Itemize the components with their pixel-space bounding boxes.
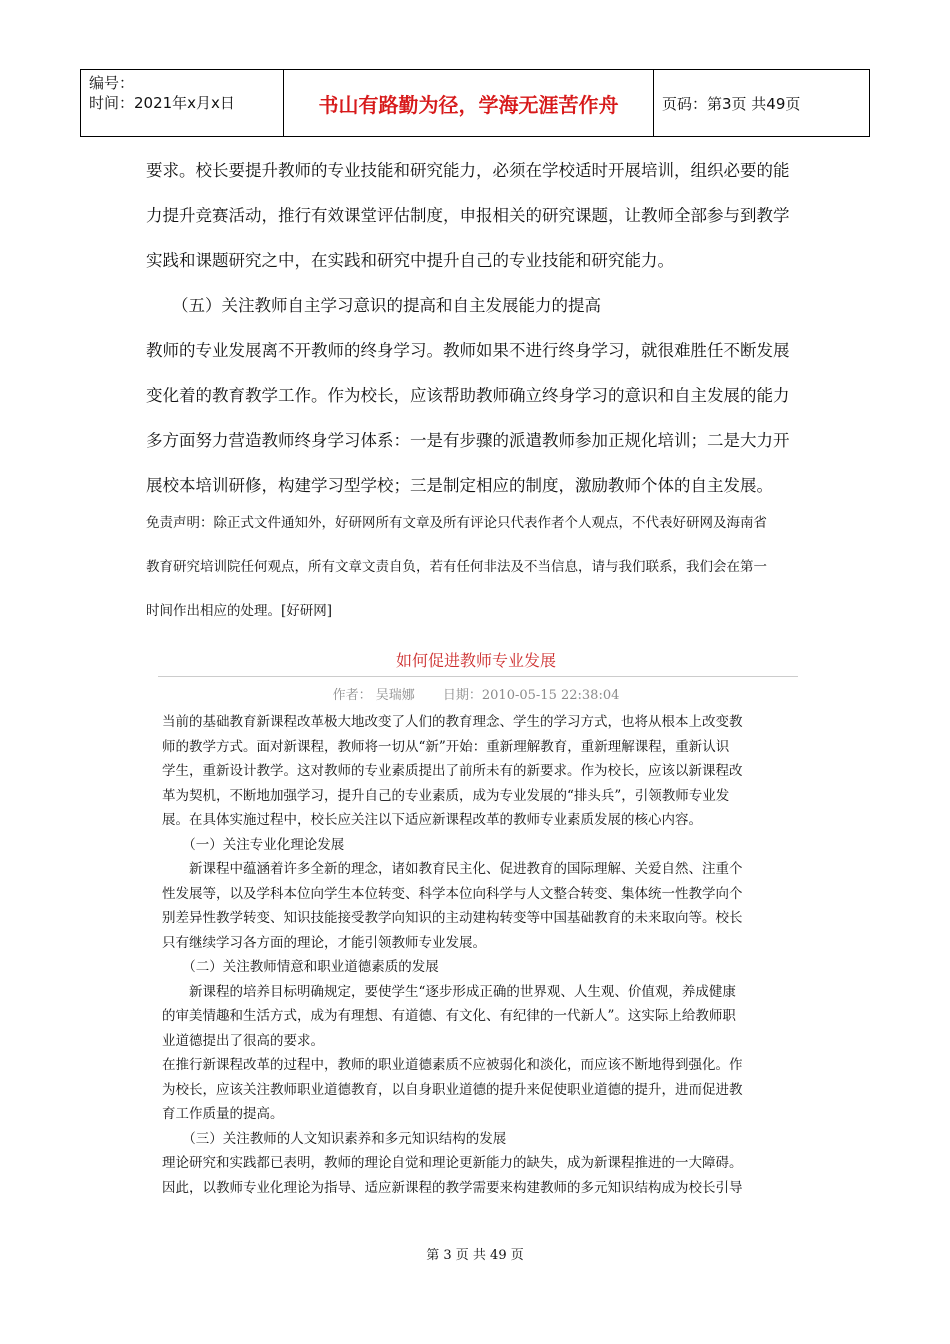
- section-top: [146, 157, 806, 275]
- article-line: 因此，以教师专业化理论为指导、适应新课程的教学需要来构建教师的多元知识结构成为校长引导: [162, 1179, 743, 1196]
- date-label: 时间：2021年x月x日: [89, 94, 235, 112]
- section-five: [146, 337, 806, 500]
- article-line: 新课程的培养目标明确规定，要使学生“逐步形成正确的世界观、人生观、价值观，养成健康: [162, 983, 736, 1000]
- article-line: 学生，重新设计教学。这对教师的专业素质提出了前所未有的新要求。作为校长，应该以新课程改: [162, 763, 743, 779]
- article-line: 只有继续学习各方面的理论，才能引领教师专业发展。: [162, 934, 486, 951]
- article-line: 育工作质量的提高。: [162, 1106, 284, 1122]
- article-line: 新课程中蕴涵着许多全新的理念，诸如教育民主化、促进教育的国际理解、关爱自然、注重个: [162, 861, 743, 877]
- article-line: 为校长，应该关注教师职业道德教育，以自身职业道德的提升来促使职业道德的提升，进而促进教: [162, 1081, 743, 1098]
- article-line: 展。在具体实施过程中，校长应关注以下适应新课程改革的教师专业素质发展的核心内容。: [162, 812, 702, 828]
- article-line: （二）关注教师情意和职业道德素质的发展: [162, 959, 439, 975]
- article-meta: [146, 684, 806, 703]
- disclaimer-line: 免责声明：除正式文件通知外，好研网所有文章及所有评论只代表作者个人观点，不代表好研网及海南省: [146, 515, 767, 531]
- article-line: （三）关注教师的人文知识素养和多元知识结构的发展: [162, 1130, 507, 1147]
- text-line: 要求。校长要提升教师的专业技能和研究能力，必须在学校适时开展培训，组织必要的能: [146, 161, 790, 180]
- page-label: 页码：第3页 共49页: [662, 94, 801, 113]
- text-line: 展校本培训研修，构建学习型学校；三是制定相应的制度，激励教师个体的自主发展。: [146, 476, 773, 495]
- article-divider: [158, 676, 798, 677]
- text-line: 变化着的教育教学工作。作为校长，应该帮助教师确立终身学习的意识和自主发展的能力: [146, 386, 790, 405]
- disclaimer-line: 时间作出相应的处理。[好研网]: [146, 603, 333, 619]
- article-title: 如何促进教师专业发展: [395, 651, 556, 670]
- article-line: 革为契机，不断地加强学习，提升自己的专业素质，成为专业发展的“排头兵”，引领教师专业发: [162, 787, 730, 804]
- heading-five: [172, 292, 832, 320]
- header-left-cell: [81, 70, 284, 136]
- article-line: （一）关注专业化理论发展: [162, 836, 345, 853]
- article-line: 师的教学方式。面对新课程，教师将一切从“新”开始：重新理解教育，重新理解课程，重新认识: [162, 738, 730, 755]
- text-line: 实践和课题研究之中，在实践和研究中提升自己的专业技能和研究能力。: [146, 251, 674, 270]
- page-footer: 第 3 页 共 49 页: [426, 1248, 524, 1263]
- article-body: [162, 710, 802, 1200]
- article-author: 作者： 吴瑞娜: [332, 688, 415, 703]
- article-line: 在推行新课程改革的过程中，教师的职业道德素质不应被弱化和淡化，而应该不断地得到强化。作: [162, 1057, 743, 1073]
- disclaimer-line: 教育研究培训院任何观点，所有文章文责自负，若有任何非法及不当信息，请与我们联系，我们会在第一: [146, 559, 767, 575]
- number-label: 编号：: [89, 74, 135, 92]
- text-line: 教师的专业发展离不开教师的终身学习。教师如果不进行终身学习，就很难胜任不断发展: [146, 341, 790, 360]
- article-line: 当前的基础教育新课程改革极大地改变了人们的教育理念、学生的学习方式，也将从根本上改变教: [162, 714, 743, 730]
- article-line: 理论研究和实践都已表明，教师的理论自觉和理论更新能力的缺失，成为新课程推进的一大障碍。: [162, 1155, 743, 1171]
- text-line: 力提升竞赛活动，推行有效课堂评估制度，申报相关的研究课题，让教师全部参与到教学: [146, 206, 790, 225]
- motto: 书山有路勤为径，学海无涯苦作舟: [284, 70, 654, 136]
- section-heading: （五）关注教师自主学习意识的提高和自主发展能力的提高: [172, 296, 601, 315]
- disclaimer: [146, 512, 810, 622]
- article-line: 业道德提出了很高的要求。: [162, 1032, 324, 1049]
- article-line: 的审美情趣和生活方式，成为有理想、有道德、有文化、有纪律的一代新人”。这实际上给教师职: [162, 1008, 736, 1024]
- text-line: 多方面努力营造教师终身学习体系：一是有步骤的派遣教师参加正规化培训；二是大力开: [146, 431, 790, 450]
- article-date: 日期：2010-05-15 22:38:04: [442, 688, 620, 703]
- header-table: [80, 69, 870, 137]
- article-line: 别差异性教学转变、知识技能接受教学向知识的主动建构转变等中国基础教育的未来取向等。校长: [162, 910, 743, 926]
- article-line: 性发展等，以及学科本位向学生本位转变、科学本位向科学与人文整合转变、集体统一性教学向个: [162, 885, 743, 902]
